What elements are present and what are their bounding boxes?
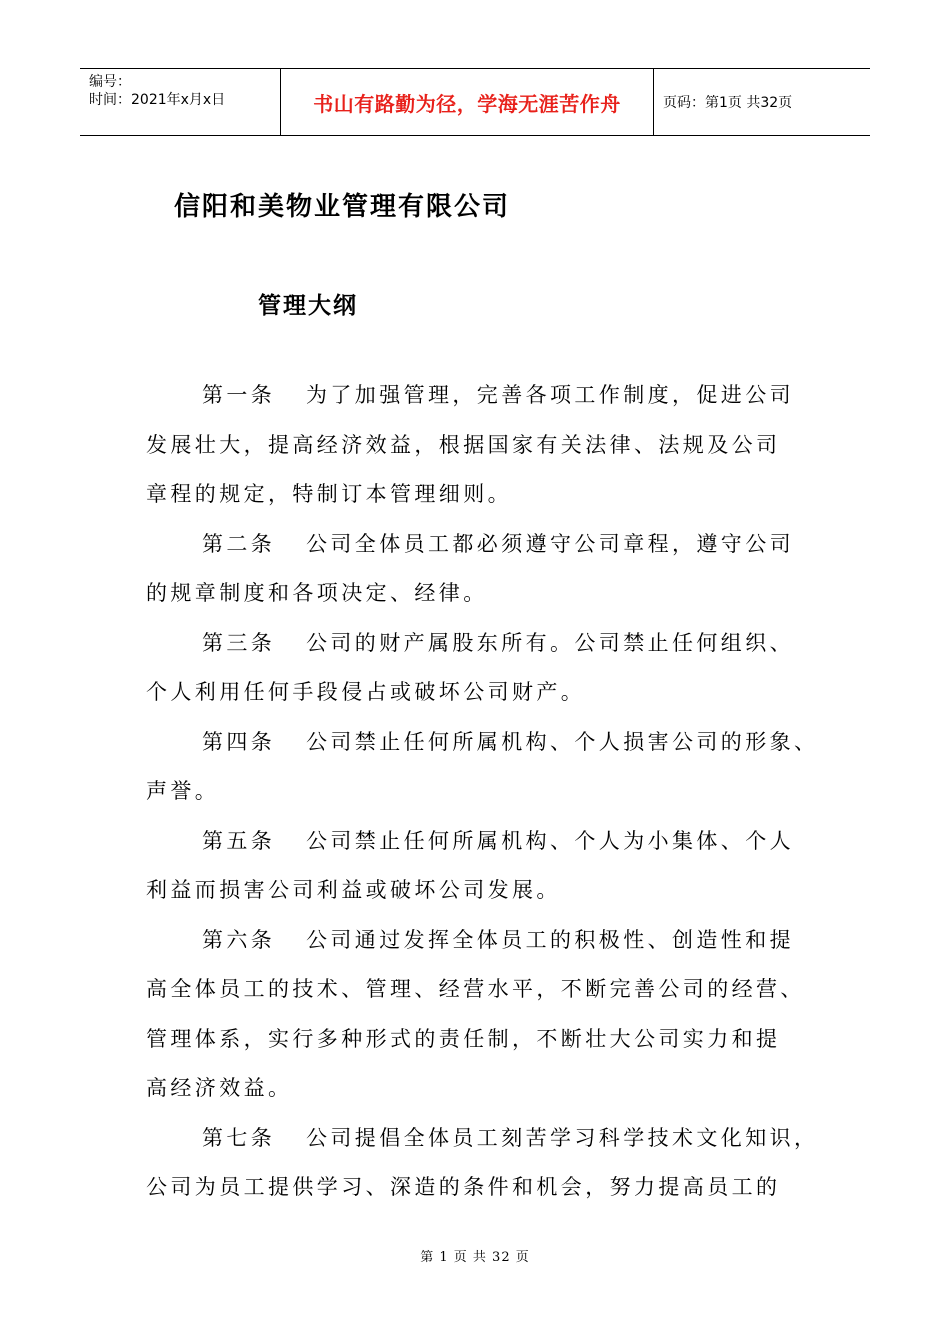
article-line bbox=[146, 817, 810, 867]
document-body bbox=[146, 371, 819, 1213]
article-text: 高经济效益。 bbox=[146, 1076, 293, 1100]
article-text: 利益而损害公司利益或破坏公司发展。 bbox=[146, 878, 561, 902]
header-table bbox=[80, 68, 870, 136]
article-text: 公司禁止任何所属机构、个人为小集体、个人 bbox=[306, 828, 794, 853]
article-text: 声誉。 bbox=[146, 779, 220, 803]
article-line bbox=[146, 1064, 810, 1114]
article-line bbox=[146, 470, 810, 520]
article-line bbox=[146, 668, 810, 718]
document-title: 管理大纲 bbox=[258, 293, 358, 319]
article-line bbox=[146, 520, 810, 570]
article-text: 高全体员工的技术、管理、经营水平，不断完善公司的经营、 bbox=[146, 977, 805, 1001]
article-text: 公司禁止任何所属机构、个人损害公司的形象、 bbox=[306, 729, 819, 754]
article-line bbox=[146, 718, 819, 768]
article-number: 第四条 bbox=[202, 729, 276, 754]
header-page-info: 页码：第1页 共32页 bbox=[663, 95, 793, 111]
article-text: 公司的财产属股东所有。公司禁止任何组织、 bbox=[306, 630, 794, 655]
article-line bbox=[146, 371, 810, 421]
header-motto: 书山有路勤为径，学海无涯苦作舟 bbox=[281, 69, 654, 135]
article-line bbox=[146, 767, 810, 817]
article-line bbox=[146, 421, 810, 471]
article-number: 第一条 bbox=[202, 383, 276, 407]
article-number: 第三条 bbox=[202, 630, 276, 655]
time-label: 时间：2021年x月x日 bbox=[89, 92, 226, 108]
article-text: 管理体系，实行多种形式的责任制，不断壮大公司实力和提 bbox=[146, 1026, 781, 1051]
article-number: 第二条 bbox=[202, 531, 276, 556]
article-text: 发展壮大，提高经济效益，根据国家有关法律、法规及公司 bbox=[146, 432, 781, 457]
article-text: 公司全体员工都必须遵守公司章程，遵守公司 bbox=[306, 531, 794, 556]
article-line bbox=[146, 1015, 810, 1065]
article-number: 第七条 bbox=[202, 1125, 276, 1150]
article-number: 第五条 bbox=[202, 828, 276, 853]
article-text: 的规章制度和各项决定、经律。 bbox=[146, 581, 488, 605]
article-text: 为了加强管理，完善各项工作制度，促进公司 bbox=[306, 383, 794, 407]
article-line bbox=[146, 866, 810, 916]
article-text: 公司为员工提供学习、深造的条件和机会，努力提高员工的 bbox=[146, 1175, 781, 1199]
article-text: 公司提倡全体员工刻苦学习科学技术文化知识， bbox=[306, 1125, 819, 1150]
article-line bbox=[146, 1163, 810, 1213]
article-text: 章程的规定，特制订本管理细则。 bbox=[146, 482, 512, 506]
page-footer: 第 1 页 共 32 页 bbox=[420, 1250, 530, 1265]
number-label: 编号： bbox=[89, 74, 131, 90]
article-number: 第六条 bbox=[202, 927, 276, 952]
article-line bbox=[146, 965, 810, 1015]
article-line bbox=[146, 1114, 819, 1164]
article-text: 个人利用任何手段侵占或破坏公司财产。 bbox=[146, 680, 586, 704]
article-line bbox=[146, 619, 810, 669]
article-line bbox=[146, 569, 810, 619]
article-line bbox=[146, 916, 810, 966]
header-meta bbox=[80, 69, 281, 135]
article-text: 公司通过发挥全体员工的积极性、创造性和提 bbox=[306, 927, 794, 952]
company-name: 信阳和美物业管理有限公司 bbox=[174, 192, 511, 222]
